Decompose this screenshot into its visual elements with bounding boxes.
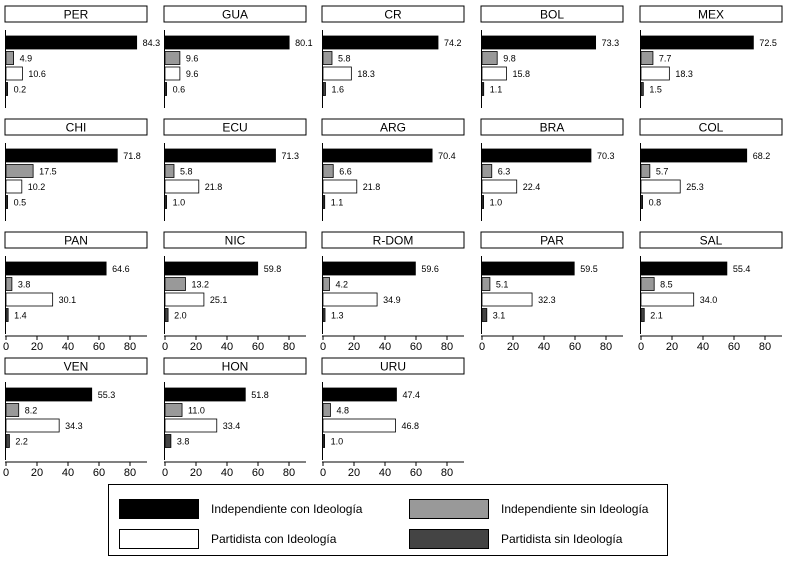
x-tick-label-uru-40: 40 [378, 467, 392, 479]
x-tick-label-par-60: 60 [568, 341, 582, 353]
legend-swatch-partidista-sin [409, 529, 489, 549]
bar-chi-partidista-con [6, 180, 22, 193]
data-label-ven-independiente-sin: 8.2 [24, 405, 38, 416]
bar-hon-partidista-con [165, 419, 217, 432]
bar-uru-partidista-con [323, 419, 396, 432]
bar-mex-partidista-sin [641, 83, 643, 96]
bar-mex-independiente-con [641, 36, 753, 49]
x-tick-label-nic-0: 0 [161, 341, 169, 353]
x-tick-label-par-80: 80 [599, 341, 613, 353]
bar-hon-independiente-con [165, 388, 245, 401]
x-tick-label-par-40: 40 [537, 341, 551, 353]
legend-item-independiente-sin [409, 498, 648, 520]
data-label-arg-independiente-con: 70.4 [438, 151, 456, 161]
panel-title-bol: BOL [539, 7, 565, 22]
bar-cr-partidista-con [323, 67, 351, 80]
data-label-cr-partidista-sin: 1.6 [331, 84, 344, 95]
bar-ven-partidista-con [6, 419, 59, 432]
panel-title-arg: ARG [379, 120, 407, 135]
bar-ven-partidista-sin [6, 435, 9, 448]
data-label-hon-partidista-con: 33.4 [222, 421, 241, 431]
panel-title-r-dom: R-DOM [372, 233, 414, 248]
bar-par-independiente-sin [482, 278, 490, 291]
bar-bra-independiente-sin [482, 165, 492, 178]
bar-ecu-partidista-con [165, 180, 199, 193]
x-tick-label-par-0: 0 [478, 341, 486, 353]
data-label-pan-independiente-sin: 3.8 [17, 279, 31, 290]
bar-bol-partidista-sin [482, 83, 484, 96]
bar-col-independiente-con [641, 149, 747, 162]
x-tick-label-pan-40: 40 [61, 341, 75, 353]
panel-r-dom [320, 232, 464, 353]
data-label-arg-partidista-con: 21.8 [362, 182, 381, 192]
x-tick-label-sal-20: 20 [665, 341, 679, 353]
x-tick-label-ven-60: 60 [92, 467, 106, 479]
bar-per-independiente-con [6, 36, 137, 49]
chart-legend [108, 484, 668, 556]
bar-ven-independiente-sin [6, 404, 19, 417]
panel-ecu [164, 119, 306, 221]
x-tick-label-nic-60: 60 [251, 341, 265, 353]
bar-col-partidista-con [641, 180, 680, 193]
bar-pan-partidista-sin [6, 309, 8, 322]
x-tick-label-r-dom-60: 60 [409, 341, 423, 353]
bar-nic-independiente-con [165, 262, 258, 275]
panel-title-mex: MEX [697, 7, 725, 22]
data-label-bra-independiente-sin: 6.3 [497, 166, 511, 177]
panel-bra [481, 119, 623, 221]
data-label-bol-independiente-con: 73.3 [601, 38, 620, 48]
panel-sal [638, 232, 782, 353]
data-label-chi-independiente-sin: 17.5 [39, 166, 57, 177]
data-label-gua-independiente-con: 80.1 [295, 38, 313, 48]
data-label-par-partidista-con: 32.3 [538, 295, 556, 305]
x-tick-label-ven-80: 80 [123, 467, 137, 479]
data-label-cr-independiente-sin: 5.8 [337, 53, 351, 64]
panel-title-sal: SAL [699, 233, 723, 248]
panel-title-par: PAR [540, 233, 564, 248]
bar-mex-independiente-sin [641, 52, 653, 65]
x-tick-label-r-dom-40: 40 [378, 341, 392, 353]
panel-title-pan: PAN [64, 233, 88, 248]
bar-gua-partidista-sin [165, 83, 167, 96]
bar-arg-independiente-sin [323, 165, 333, 178]
x-tick-label-sal-40: 40 [696, 341, 710, 353]
bar-sal-partidista-con [641, 293, 694, 306]
bar-nic-independiente-sin [165, 278, 185, 291]
bar-ecu-partidista-sin [165, 196, 167, 209]
panel-title-cr: CR [384, 7, 402, 22]
data-label-uru-partidista-sin: 1.0 [330, 436, 344, 447]
data-label-gua-partidista-con: 9.6 [185, 69, 199, 79]
data-label-ecu-partidista-sin: 1.0 [172, 197, 186, 208]
data-label-bol-independiente-sin: 9.8 [503, 53, 516, 64]
bar-bol-partidista-con [482, 67, 506, 80]
panel-mex [640, 6, 782, 108]
bar-sal-independiente-sin [641, 278, 654, 291]
bar-bra-independiente-con [482, 149, 591, 162]
bar-bol-independiente-con [482, 36, 596, 49]
x-tick-label-uru-0: 0 [319, 467, 327, 479]
x-tick-label-hon-40: 40 [220, 467, 234, 479]
bar-gua-partidista-con [165, 67, 180, 80]
panel-arg [322, 119, 464, 221]
panel-pan [3, 232, 147, 353]
x-tick-label-ven-40: 40 [61, 467, 75, 479]
bar-sal-partidista-sin [641, 309, 644, 322]
data-label-arg-partidista-sin: 1.1 [330, 197, 344, 208]
x-tick-label-par-20: 20 [506, 341, 520, 353]
x-tick-label-sal-60: 60 [727, 341, 741, 353]
bar-hon-partidista-sin [165, 435, 171, 448]
panel-gua [164, 6, 313, 108]
bar-nic-partidista-sin [165, 309, 168, 322]
bar-uru-independiente-sin [323, 404, 330, 417]
x-tick-label-sal-80: 80 [758, 341, 772, 353]
bar-col-partidista-sin [641, 196, 643, 209]
bar-arg-partidista-con [323, 180, 357, 193]
data-label-pan-partidista-con: 30.1 [58, 295, 77, 305]
bar-ven-independiente-con [6, 388, 92, 401]
data-label-ecu-independiente-con: 71.3 [281, 151, 300, 161]
data-label-r-dom-independiente-con: 59.6 [421, 264, 439, 274]
bar-nic-partidista-con [165, 293, 204, 306]
bar-uru-independiente-con [323, 388, 396, 401]
x-tick-label-r-dom-80: 80 [440, 341, 454, 353]
x-tick-label-sal-0: 0 [637, 341, 645, 353]
data-label-pan-partidista-sin: 1.4 [14, 310, 27, 321]
x-tick-label-nic-20: 20 [189, 341, 203, 353]
bar-gua-independiente-con [165, 36, 289, 49]
data-label-uru-partidista-con: 46.8 [401, 421, 420, 431]
data-label-uru-independiente-sin: 4.8 [336, 405, 349, 416]
data-label-per-independiente-sin: 4.9 [19, 53, 33, 64]
x-tick-label-pan-60: 60 [92, 341, 106, 353]
panel-title-col: COL [698, 120, 724, 135]
legend-item-partidista-sin [409, 528, 622, 550]
panel-title-hon: HON [221, 359, 249, 374]
panel-title-uru: URU [380, 359, 406, 374]
bar-hon-independiente-sin [165, 404, 182, 417]
panel-nic [162, 232, 306, 353]
panel-title-bra: BRA [539, 120, 565, 135]
legend-swatch-independiente-con [119, 499, 199, 519]
data-label-r-dom-independiente-sin: 4.2 [335, 279, 349, 290]
data-label-r-dom-partidista-sin: 1.3 [331, 310, 344, 321]
panel-title-nic: NIC [224, 233, 246, 248]
legend-swatch-partidista-con [119, 529, 199, 549]
bar-bra-partidista-con [482, 180, 517, 193]
bar-cr-partidista-sin [323, 83, 325, 96]
data-label-nic-partidista-con: 25.1 [209, 295, 228, 305]
x-tick-label-uru-60: 60 [409, 467, 423, 479]
panel-title-ven: VEN [63, 359, 89, 374]
data-label-nic-partidista-sin: 2.0 [174, 310, 187, 321]
x-tick-label-hon-60: 60 [251, 467, 265, 479]
bar-arg-partidista-sin [323, 196, 325, 209]
panel-cr [322, 6, 464, 108]
data-label-per-independiente-con: 84.3 [142, 38, 161, 48]
data-label-sal-independiente-sin: 8.5 [660, 279, 673, 290]
data-label-nic-independiente-sin: 13.2 [191, 279, 209, 290]
bar-uru-partidista-sin [323, 435, 325, 448]
panel-title-gua: GUA [221, 7, 249, 22]
data-label-hon-independiente-sin: 11.0 [188, 405, 205, 416]
panel-chi [5, 119, 147, 221]
data-label-uru-independiente-con: 47.4 [402, 390, 421, 400]
bar-r-dom-independiente-sin [323, 278, 330, 291]
data-label-ven-partidista-sin: 2.2 [15, 436, 28, 447]
data-label-ven-partidista-con: 34.3 [65, 421, 83, 431]
data-label-nic-independiente-con: 59.8 [263, 264, 282, 274]
data-label-pan-independiente-con: 64.6 [112, 264, 130, 274]
x-tick-label-ven-0: 0 [2, 467, 10, 479]
bar-pan-independiente-con [6, 262, 106, 275]
panel-par [479, 232, 623, 353]
data-label-r-dom-partidista-con: 34.9 [383, 295, 401, 305]
data-label-cr-independiente-con: 74.2 [444, 38, 462, 48]
data-label-bol-partidista-con: 15.8 [512, 69, 531, 79]
data-label-ecu-partidista-con: 21.8 [204, 182, 223, 192]
legend-item-independiente-con [119, 498, 362, 520]
legend-label-independiente-con: Independiente con Ideología [211, 502, 363, 516]
bar-col-independiente-sin [641, 165, 650, 178]
bar-bol-independiente-sin [482, 52, 497, 65]
x-tick-label-uru-20: 20 [347, 467, 361, 479]
x-tick-label-hon-80: 80 [282, 467, 296, 479]
panel-col [640, 119, 782, 221]
x-tick-label-nic-80: 80 [282, 341, 296, 353]
x-tick-label-pan-80: 80 [123, 341, 137, 353]
bar-cr-independiente-con [323, 36, 438, 49]
panel-per [5, 6, 160, 108]
data-label-par-independiente-con: 59.5 [580, 264, 598, 274]
data-label-hon-independiente-con: 51.8 [251, 390, 269, 400]
x-tick-label-ven-20: 20 [30, 467, 44, 479]
x-tick-label-hon-0: 0 [161, 467, 169, 479]
data-label-mex-partidista-sin: 1.5 [649, 84, 662, 95]
bar-mex-partidista-con [641, 67, 669, 80]
data-label-bra-independiente-con: 70.3 [596, 151, 615, 161]
data-label-hon-partidista-sin: 3.8 [176, 436, 190, 447]
data-label-chi-partidista-sin: 0.5 [13, 197, 27, 208]
data-label-par-independiente-sin: 5.1 [495, 279, 509, 290]
bar-par-partidista-sin [482, 309, 487, 322]
data-label-chi-independiente-con: 71.8 [123, 151, 141, 161]
data-label-col-partidista-sin: 0.8 [648, 197, 662, 208]
data-label-cr-partidista-con: 18.3 [357, 69, 375, 79]
data-label-mex-independiente-con: 72.5 [759, 38, 777, 48]
data-label-sal-partidista-con: 34.0 [699, 295, 718, 305]
bar-arg-independiente-con [323, 149, 432, 162]
bar-par-partidista-con [482, 293, 532, 306]
bar-bra-partidista-sin [482, 196, 484, 209]
data-label-col-independiente-con: 68.2 [752, 151, 771, 161]
data-label-chi-partidista-con: 10.2 [27, 182, 46, 192]
data-label-gua-independiente-sin: 9.6 [185, 53, 199, 64]
bar-chi-partidista-sin [6, 196, 8, 209]
x-tick-label-uru-80: 80 [440, 467, 454, 479]
bar-per-partidista-sin [6, 83, 8, 96]
x-tick-label-r-dom-0: 0 [319, 341, 327, 353]
data-label-per-partidista-con: 10.6 [28, 69, 46, 79]
data-label-sal-independiente-con: 55.4 [732, 264, 751, 274]
bar-chi-independiente-con [6, 149, 117, 162]
bar-cr-independiente-sin [323, 52, 332, 65]
bar-pan-partidista-con [6, 293, 53, 306]
legend-label-partidista-sin: Partidista sin Ideología [501, 532, 623, 546]
data-label-gua-partidista-sin: 0.6 [172, 84, 186, 95]
bar-sal-independiente-con [641, 262, 727, 275]
bar-pan-independiente-sin [6, 278, 12, 291]
legend-label-independiente-sin: Independiente sin Ideología [501, 502, 649, 516]
x-tick-label-pan-0: 0 [2, 341, 10, 353]
panel-uru [320, 358, 464, 479]
panel-ven [3, 358, 147, 479]
data-label-bra-partidista-con: 22.4 [522, 182, 541, 192]
data-label-col-partidista-con: 25.3 [686, 182, 704, 192]
bar-per-independiente-sin [6, 52, 14, 65]
bar-r-dom-independiente-con [323, 262, 415, 275]
bar-ecu-independiente-con [165, 149, 276, 162]
bar-r-dom-partidista-sin [323, 309, 325, 322]
data-label-bol-partidista-sin: 1.1 [489, 84, 503, 95]
panel-bol [481, 6, 623, 108]
bar-chi-independiente-sin [6, 165, 33, 178]
bar-gua-independiente-sin [165, 52, 180, 65]
data-label-arg-independiente-sin: 6.6 [339, 166, 352, 177]
x-tick-label-nic-40: 40 [220, 341, 234, 353]
x-tick-label-pan-20: 20 [30, 341, 44, 353]
panel-title-chi: CHI [65, 120, 87, 135]
legend-label-partidista-con: Partidista con Ideología [211, 532, 337, 546]
panel-title-ecu: ECU [222, 120, 248, 135]
data-label-col-independiente-sin: 5.7 [655, 166, 669, 177]
data-label-bra-partidista-sin: 1.0 [489, 197, 503, 208]
bar-r-dom-partidista-con [323, 293, 377, 306]
data-label-mex-independiente-sin: 7.7 [658, 53, 672, 64]
legend-item-partidista-con [119, 528, 336, 550]
data-label-mex-partidista-con: 18.3 [675, 69, 693, 79]
data-label-par-partidista-sin: 3.1 [492, 310, 506, 321]
data-label-ven-independiente-con: 55.3 [97, 390, 116, 400]
bar-ecu-independiente-sin [165, 165, 174, 178]
bar-par-independiente-con [482, 262, 574, 275]
data-label-sal-partidista-sin: 2.1 [650, 310, 663, 321]
bar-per-partidista-con [6, 67, 22, 80]
data-label-per-partidista-sin: 0.2 [13, 84, 27, 95]
panel-hon [162, 358, 306, 479]
data-label-ecu-independiente-sin: 5.8 [179, 166, 193, 177]
legend-swatch-independiente-sin [409, 499, 489, 519]
x-tick-label-hon-20: 20 [189, 467, 203, 479]
panel-title-per: PER [63, 7, 89, 22]
x-tick-label-r-dom-20: 20 [347, 341, 361, 353]
